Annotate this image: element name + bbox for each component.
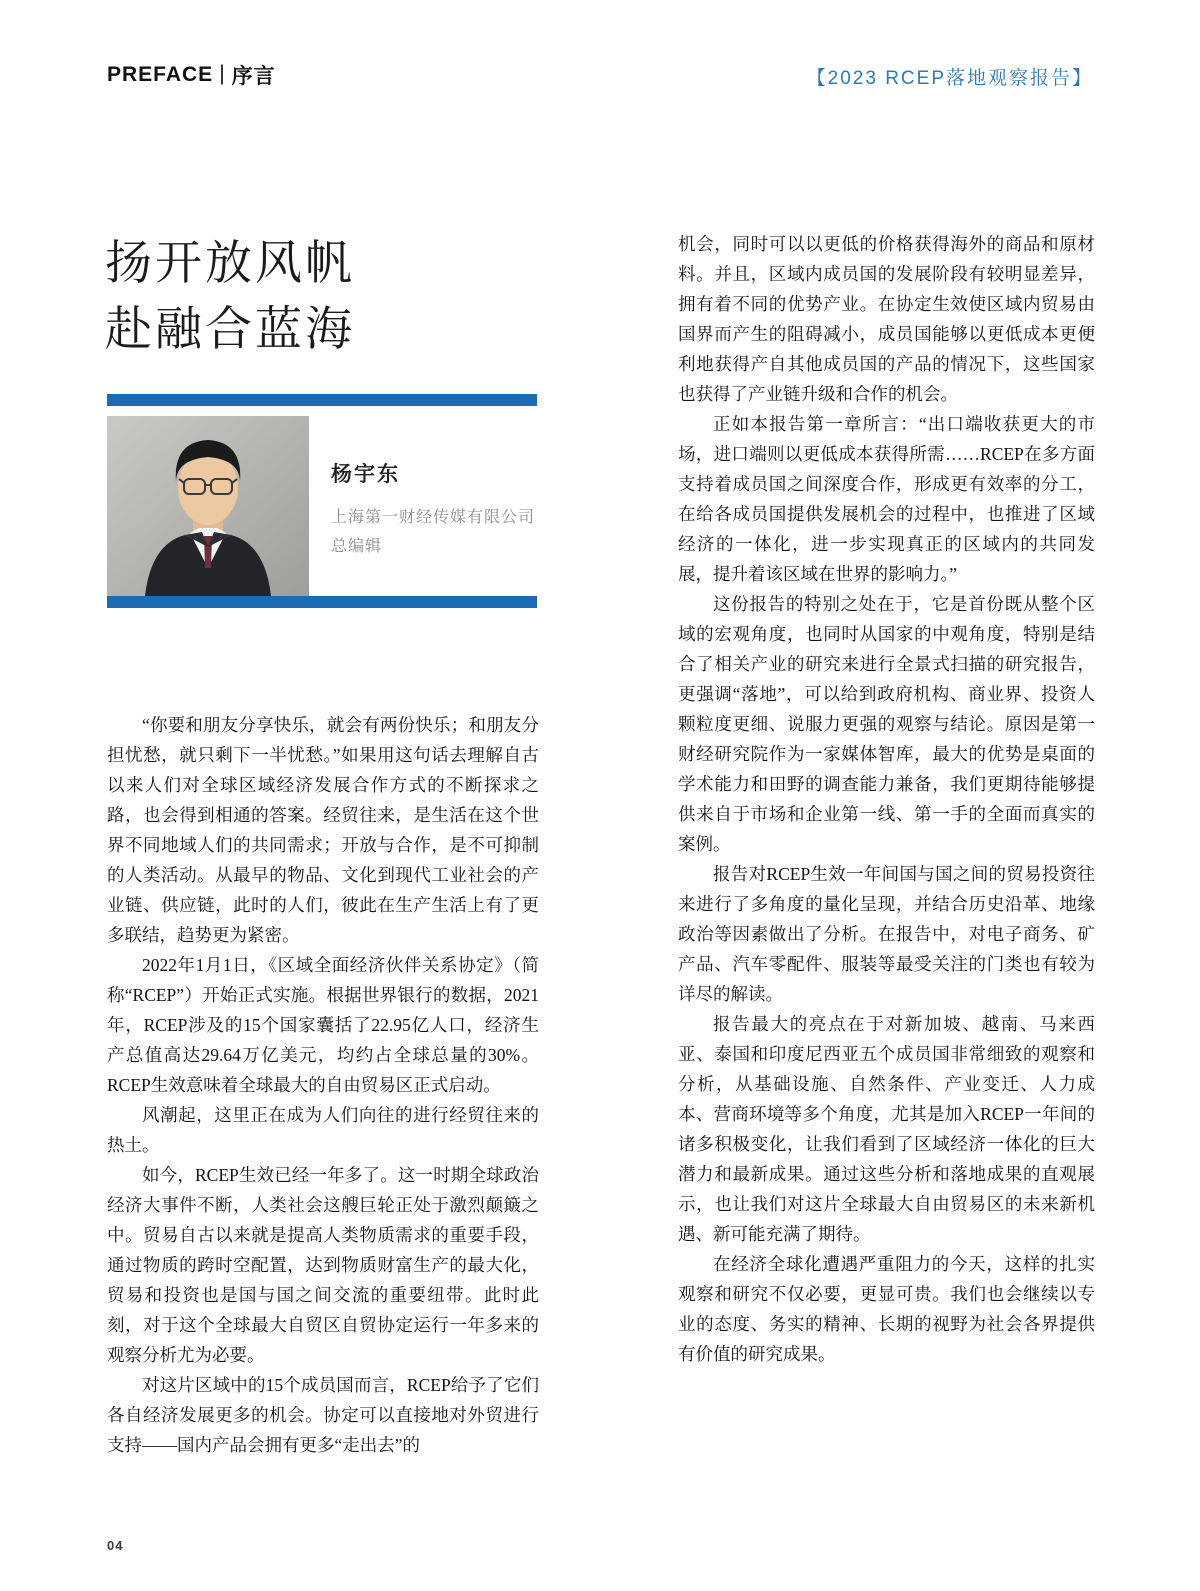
paragraph: 机会，同时可以以更低的价格获得海外的商品和原材料。并且，区域内成员国的发展阶段有较明显差异，拥有着不同的优势产业。在协定生效使区域内贸易由国界而产生的阻碍减小，成员国能够以更低成本更便利地获得产自其他成员国的产品的情况下，这些国家也获得了产业链升级和合作的机会。 [678,234,1095,404]
report-title-header: 【2023 RCEP落地观察报告】 [806,68,1093,89]
page-title-line1: 扬开放风帆 [105,236,355,289]
paragraph: 在经济全球化遭遇严重阻力的今天，这样的扎实观察和研究不仅必要，更显可贵。我们也会继续以专业的态度、务实的精神、长期的视野为社会各界提供有价值的研究成果。 [678,1254,1095,1364]
author-organization: 上海第一财经传媒有限公司 [331,509,536,526]
paragraph: “你要和朋友分享快乐，就会有两份快乐；和朋友分担忧愁，就只剩下一半忧愁。”如果用这句话去理解自古以来人们对全球区域经济发展合作方式的不断探求之路，也会得到相通的答案。经贸往来，是生活在这个世界不同地域人们的共同需求；开放与合作，是不可抑制的人类活动。从最早的物品、文化到现代工业社会的产业链、供应链，此时的人们，彼此在生产生活上有了更多联结，趋势更为紧密。 [107,715,539,945]
page-title-line2: 赴融合蓝海 [105,302,355,355]
paragraph: 正如本报告第一章所言：“出口端收获更大的市场，进口端则以更低成本获得所需……RCEP在多方面支持着成员国之间深度合作，形成更有效率的分工，在给各成员国提供发展机会的过程中，也推进了区域经济的一体化，进一步实现真正的区域内的共同发展，提升着该区域在世界的影响力。” [678,414,1095,584]
author-role: 总编辑 [331,538,383,555]
paragraph: 2022年1月1日，《区域全面经济伙伴关系协定》（简称“RCEP”）开始正式实施。根据世界银行的数据，2021年，RCEP涉及的15个国家囊括了22.95亿人口，经济生产总值高达29.64万亿美元，均约占全球总量的30%。RCEP生效意味着全球最大的自由贸易区正式启动。 [107,955,539,1095]
paragraph: 这份报告的特别之处在于，它是首份既从整个区域的宏观角度，也同时从国家的中观角度，特别是结合了相关产业的研究来进行全景式扫描的研究报告，更强调“落地”，可以给到政府机构、商业界、投资人颗粒度更细、说服力更强的观察与结论。原因是第一财经研究院作为一家媒体智库，最大的优势是桌面的学术能力和田野的调查能力兼备，我们更期待能够提供来自于市场和企业第一线、第一手的全面而真实的案例。 [678,594,1095,854]
divider-bar-bottom [107,596,537,608]
preface-heading [107,60,276,90]
preface-heading-divider: | [219,62,226,85]
right-column-text [678,229,1095,1369]
author-block [331,458,535,561]
paragraph: 报告对RCEP生效一年间国与国之间的贸易投资往来进行了多角度的量化呈现，并结合历史沿革、地缘政治等因素做出了分析。在报告中，对电子商务、矿产品、汽车零配件、服装等最受关注的门类也有较为详尽的解读。 [678,864,1096,1004]
paragraph: 报告最大的亮点在于对新加坡、越南、马来西亚、泰国和印度尼西亚五个成员国非常细致的观察和分析，从基础设施、自然条件、产业变迁、人力成本、营商环境等多个角度，尤其是加入RCEP一年间的诸多积极变化，让我们看到了区域经济一体化的巨大潜力和最新成果。通过这些分析和落地成果的直观展示，也让我们对这片全球最大自由贸易区的未来新机遇、新可能充满了期待。 [678,1014,1095,1244]
paragraph: 对这片区域中的15个成员国而言，RCEP给予了它们各自经济发展更多的机会。协定可以直接地对外贸进行支持——国内产品会拥有更多“走出去”的 [107,1375,539,1455]
preface-heading-cn: 序言 [231,65,276,88]
page-number: 04 [107,1538,124,1553]
page-title [105,230,355,362]
author-name: 杨宇东 [331,463,400,486]
left-column-text [107,710,539,1460]
preface-heading-en: PREFACE [107,63,214,86]
portrait-photo-illustration [107,416,309,596]
paragraph: 如今，RCEP生效已经一年多了。这一时期全球政治经济大事件不断，人类社会这艘巨轮正处于激烈颠簸之中。贸易自古以来就是提高人类物质需求的重要手段，通过物质的跨时空配置，达到物质财富生产的最大化，贸易和投资也是国与国之间交流的重要纽带。此时此刻，对于这个全球最大自贸区自贸协定运行一年多来的观察分析尤为必要。 [107,1165,539,1365]
paragraph: 风潮起，这里正在成为人们向往的进行经贸往来的热土。 [107,1105,539,1155]
author-photo [107,416,309,596]
divider-bar-top [107,394,537,406]
